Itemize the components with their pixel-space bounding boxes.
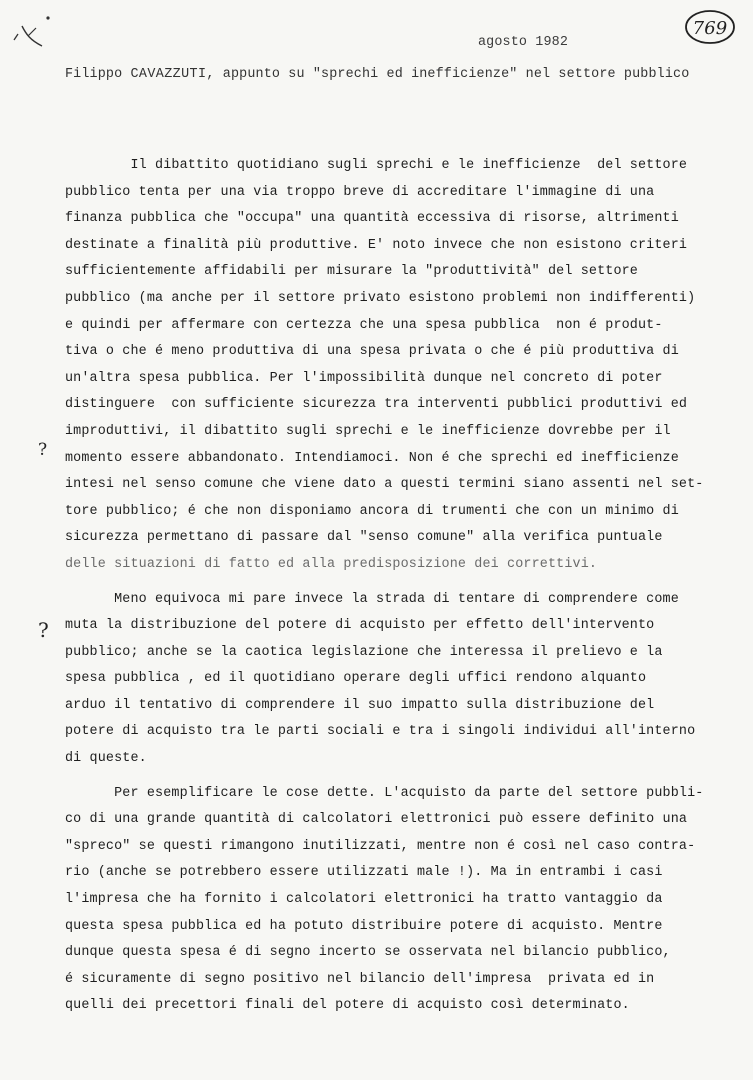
document-date: agosto 1982 bbox=[478, 35, 569, 50]
text-line: é sicuramente di segno positivo nel bilancio dell'impresa privata ed in bbox=[65, 971, 655, 987]
text-line: pubblico tenta per una via troppo breve di accreditare l'immagine di una bbox=[65, 184, 655, 200]
text-line: sufficientemente affidabili per misurare la "produttività" del settore bbox=[65, 264, 638, 280]
text-line: pubblico; anche se la caotica legislazione che interessa il prelievo e la bbox=[65, 644, 663, 660]
archive-number: 769 bbox=[692, 18, 728, 39]
text-line: co di una grande quantità di calcolatori elettronici può essere definito una bbox=[65, 812, 688, 828]
text-line: Il dibattito quotidiano sugli sprechi e le inefficienze del settore bbox=[65, 158, 688, 173]
text-line: pubblico (ma anche per il settore privato esistono problemi non indifferenti) bbox=[65, 290, 696, 306]
paragraph bbox=[65, 153, 704, 579]
text-line: quelli dei precettori finali del potere di acquisto così determinato. bbox=[65, 998, 630, 1014]
text-line: finanza pubblica che "occupa" una quantità eccessiva di risorse, altrimenti bbox=[65, 211, 679, 227]
text-line: muta la distribuzione del potere di acquisto per effetto dell'intervento bbox=[65, 618, 655, 634]
text-line: distinguere con sufficiente sicurezza tra interventi pubblici produttivi ed bbox=[65, 397, 688, 413]
text-line: spesa pubblica , ed il quotidiano operare degli uffici rendono alquanto bbox=[65, 671, 647, 687]
text-line: delle situazioni di fatto ed alla predisposizione dei correttivi. bbox=[65, 556, 598, 572]
document-body bbox=[65, 153, 704, 1020]
text-line: questa spesa pubblica ed ha potuto distribuire potere di acquisto. Mentre bbox=[65, 918, 663, 934]
paragraph bbox=[65, 781, 704, 1020]
text-line: un'altra spesa pubblica. Per l'impossibilità dunque nel concreto di poter bbox=[65, 370, 663, 386]
text-line: momento essere abbandonato. Intendiamoci. Non é che sprechi ed inefficienze bbox=[65, 450, 679, 466]
text-line: sicurezza permettano di passare dal "senso comune" alla verifica puntuale bbox=[65, 530, 663, 546]
document-subject: , appunto su "sprechi ed inefficienze" nel settore pubblico bbox=[206, 67, 690, 82]
text-line: tiva o che é meno produttiva di una spesa privata o che é più produttiva di bbox=[65, 344, 679, 360]
text-line: e quindi per affermare con certezza che una spesa pubblica non é produt- bbox=[65, 317, 663, 333]
author-first-name: Filippo bbox=[65, 67, 123, 82]
paragraph bbox=[65, 587, 696, 773]
text-line: dunque questa spesa é di segno incerto se osservata nel bilancio pubblico, bbox=[65, 945, 671, 961]
text-line: rio (anche se potrebbero essere utilizzati male !). Ma in entrambi i casi bbox=[65, 865, 663, 881]
text-line: potere di acquisto tra le parti sociali e tra i singoli individui all'interno bbox=[65, 724, 696, 740]
author-last-name: CAVAZZUTI bbox=[130, 67, 207, 82]
archive-number-stamp bbox=[683, 8, 737, 46]
text-line: arduo il tentativo di comprendere il suo impatto sulla distribuzione del bbox=[65, 697, 655, 713]
text-line: intesi nel senso comune che viene dato a questi termini siano assenti nel set- bbox=[65, 477, 704, 493]
text-line: Meno equivoca mi pare invece la strada di tentare di comprendere come bbox=[65, 591, 679, 607]
margin-note-question: ? bbox=[38, 618, 49, 642]
text-line: di queste. bbox=[65, 751, 147, 767]
document-heading bbox=[65, 67, 689, 82]
text-line: destinate a finalità più produttive. E' noto invece che non esistono criteri bbox=[65, 237, 688, 253]
text-line: l'impresa che ha fornito i calcolatori elettronici ha tratto vantaggio da bbox=[65, 892, 663, 908]
text-line: improduttivi, il dibattito sugli sprechi e le inefficienze dovrebbe per il bbox=[65, 423, 671, 439]
text-line: tore pubblico; é che non disponiamo ancora di trumenti che con un minimo di bbox=[65, 503, 679, 519]
handwritten-corner-mark-icon bbox=[8, 14, 54, 48]
text-line: "spreco" se questi rimangono inutilizzati, mentre non é così nel caso contra- bbox=[65, 838, 696, 854]
margin-note-question: ? bbox=[38, 440, 48, 460]
text-line: Per esemplificare le cose dette. L'acquisto da parte del settore pubbli- bbox=[65, 785, 704, 801]
